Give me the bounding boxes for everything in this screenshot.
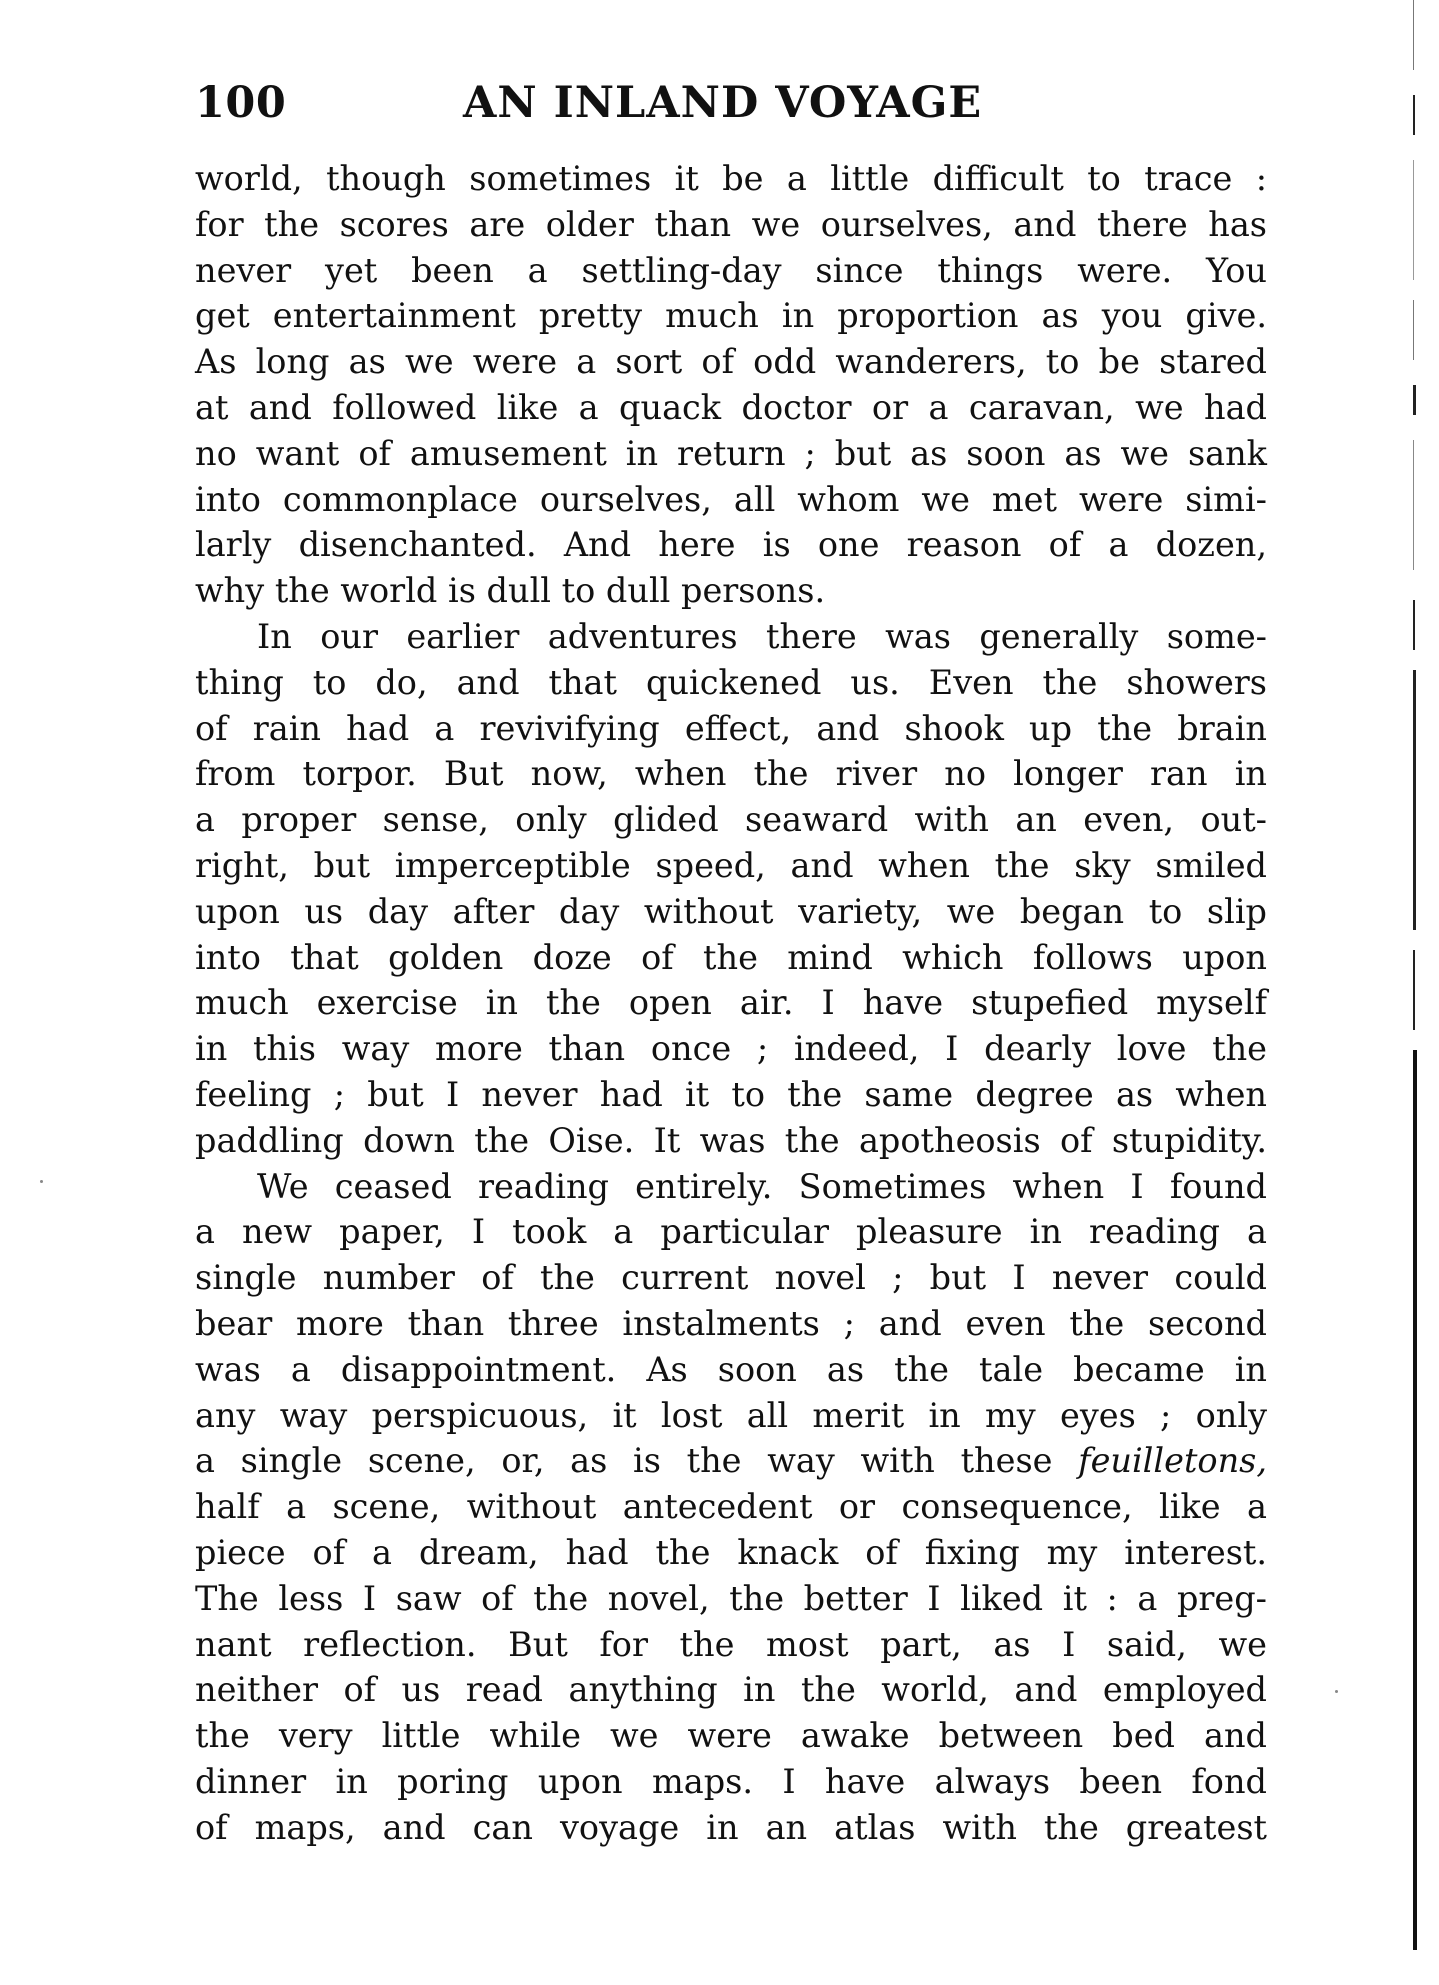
text-line: the very little while we were awake between bed and [195,1716,1267,1756]
text-line: world, though sometimes it be a little difficult to trace : [195,159,1267,198]
text-line: dinner in poring upon maps. I have always been fond [195,1761,1267,1801]
text-line: no want of amusement in return ; but as soon as we sank [195,433,1267,473]
scan-speck [40,1180,43,1183]
text-line: never yet been a settling-day since things were. You [195,250,1267,290]
text-line: a proper sense, only glided seaward with an even, out- [195,800,1267,840]
text-line: As long as we were a sort of odd wanderers, to be stared [195,342,1267,382]
text-line: into that golden doze of the mind which follows upon [195,937,1267,977]
text-line: half a scene, without antecedent or consequence, like a [195,1487,1267,1527]
text-line: into commonplace ourselves, all whom we met were simi- [195,479,1267,519]
text-line: get entertainment pretty much in proportion as you give. [195,296,1267,336]
text-line: any way perspicuous, it lost all merit in my eyes ; only [195,1395,1267,1435]
page-number: 100 [195,78,287,128]
text-line-with-italic [195,1438,1267,1484]
text-line: of maps, and can voyage in an atlas with the greatest [195,1807,1267,1847]
text-line: at and followed like a quack doctor or a caravan, we had [195,387,1267,427]
text-line: The less I saw of the novel, the better I liked it : a preg- [195,1578,1267,1618]
scan-speck [1335,1690,1338,1693]
text-line: much exercise in the open air. I have stupefied myself [195,983,1267,1023]
text-line: of rain had a revivifying effect, and shook up the brain [195,708,1267,748]
text-line: In our earlier adventures there was generally some- [257,616,1267,656]
text-line: right, but imperceptible speed, and when the sky smiled [195,845,1267,885]
text-line: for the scores are older than we ourselves, and there has [195,204,1267,244]
text-line: a new paper, I took a particular pleasure in reading a [195,1212,1267,1252]
page-header [195,78,1267,138]
text-line: We ceased reading entirely. Sometimes when I found [257,1166,1267,1206]
text-line: in this way more than once ; indeed, I dearly love the [195,1029,1267,1069]
italic-word: feuilletons, [1078,1441,1267,1481]
page-edge-shadow [1413,0,1417,1985]
text-line: nant reflection. But for the most part, as I said, we [195,1624,1267,1664]
running-title: AN INLAND VOYAGE [463,78,983,128]
text-line: single number of the current novel ; but I never could [195,1258,1267,1298]
text-line: larly disenchanted. And here is one reason of a dozen, [195,525,1267,565]
text-line: bear more than three instalments ; and even the second [195,1303,1267,1343]
text-line: paddling down the Oise. It was the apotheosis of stupidity. [195,1120,1267,1160]
text-line: why the world is dull to dull persons. [195,571,826,611]
text-line: feeling ; but I never had it to the same degree as when [195,1074,1267,1114]
text-line: from torpor. But now, when the river no longer ran in [195,754,1267,794]
text-line: piece of a dream, had the knack of fixing my interest. [195,1532,1267,1572]
text-line: upon us day after day without variety, we began to slip [195,891,1267,931]
text-line: neither of us read anything in the world, and employed [195,1670,1267,1710]
text-fragment: a single scene, or, as is the way with these [195,1441,1053,1481]
text-line: was a disappointment. As soon as the tale became in [195,1349,1267,1389]
text-line: thing to do, and that quickened us. Even the showers [195,662,1267,702]
body-text [195,156,1267,1850]
